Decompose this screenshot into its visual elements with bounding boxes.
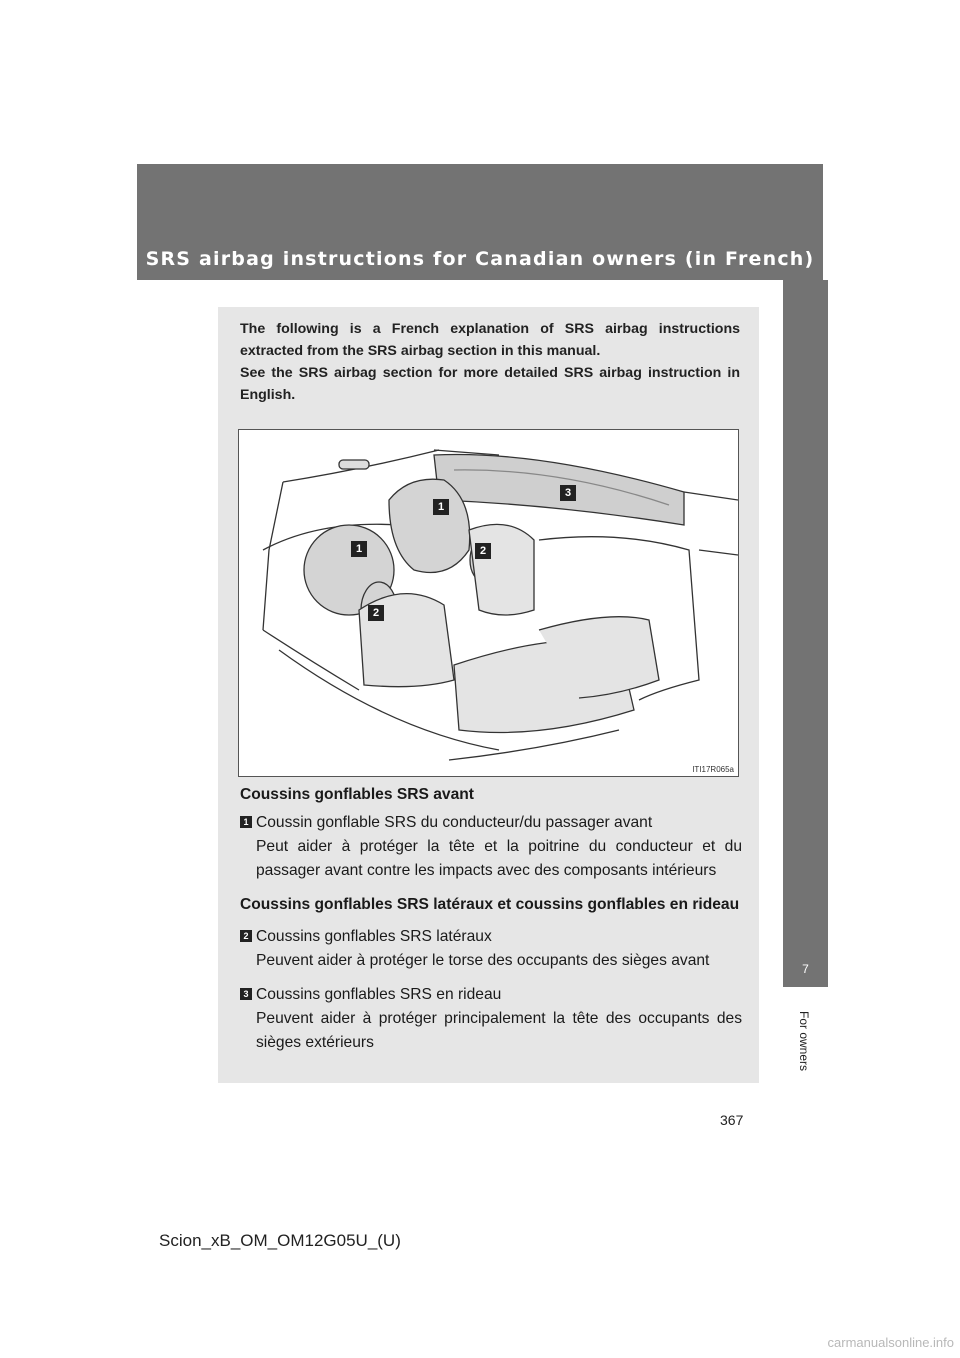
intro-line-1: The following is a French explanation of SRS airbag instructions extracted from the SRS airbag section in this manual. [240,321,740,359]
item-title: Coussin gonflable SRS du conducteur/du passager avant [256,814,653,831]
callout-2-right: 2 [475,543,491,559]
airbag-illustration [238,429,739,777]
page-number: 367 [720,1112,744,1128]
chapter-label-text: For owners [797,1010,811,1072]
document-code: Scion_xB_OM_OM12G05U_(U) [159,1231,401,1250]
car-interior-drawing [239,430,738,776]
intro-line-2: See the SRS airbag section for more detailed SRS airbag instruction in English. [240,365,740,403]
callout-3: 3 [560,485,576,501]
heading-front-airbags: Coussins gonflables SRS avant [240,786,474,803]
callout-1-upper: 1 [433,499,449,515]
figure-code: ITI17R065a [692,765,734,774]
page-title: SRS airbag instructions for Canadian owners (in French) [145,248,815,270]
list-item [240,925,742,973]
callout-2-left: 2 [368,605,384,621]
item-description: Peut aider à protéger la tête et la poitrine du conducteur et du passager avant contre les impacts avec des composants intérieurs [256,838,742,879]
chapter-number: 7 [802,962,809,976]
intro-text [240,318,740,406]
item-title: Coussins gonflables SRS latéraux [256,928,492,945]
item-title: Coussins gonflables SRS en rideau [256,986,502,1003]
header-band [137,164,823,280]
chapter-label [772,1004,836,1078]
item-description: Peuvent aider à protéger le torse des occupants des sièges avant [256,952,710,969]
bullet-3: 3 [240,988,252,1000]
body-text [240,783,742,1055]
bullet-2: 2 [240,930,252,942]
bullet-1: 1 [240,816,252,828]
list-item [240,811,742,883]
item-description: Peuvent aider à protéger principalement la tête des occupants des sièges extérieurs [256,1010,742,1051]
callout-1-lower: 1 [351,541,367,557]
watermark: carmanualsonline.info [827,1335,954,1350]
list-item [240,983,742,1055]
chapter-tab [783,280,828,987]
heading-side-airbags: Coussins gonflables SRS latéraux et coussins gonflables en rideau [240,896,740,913]
